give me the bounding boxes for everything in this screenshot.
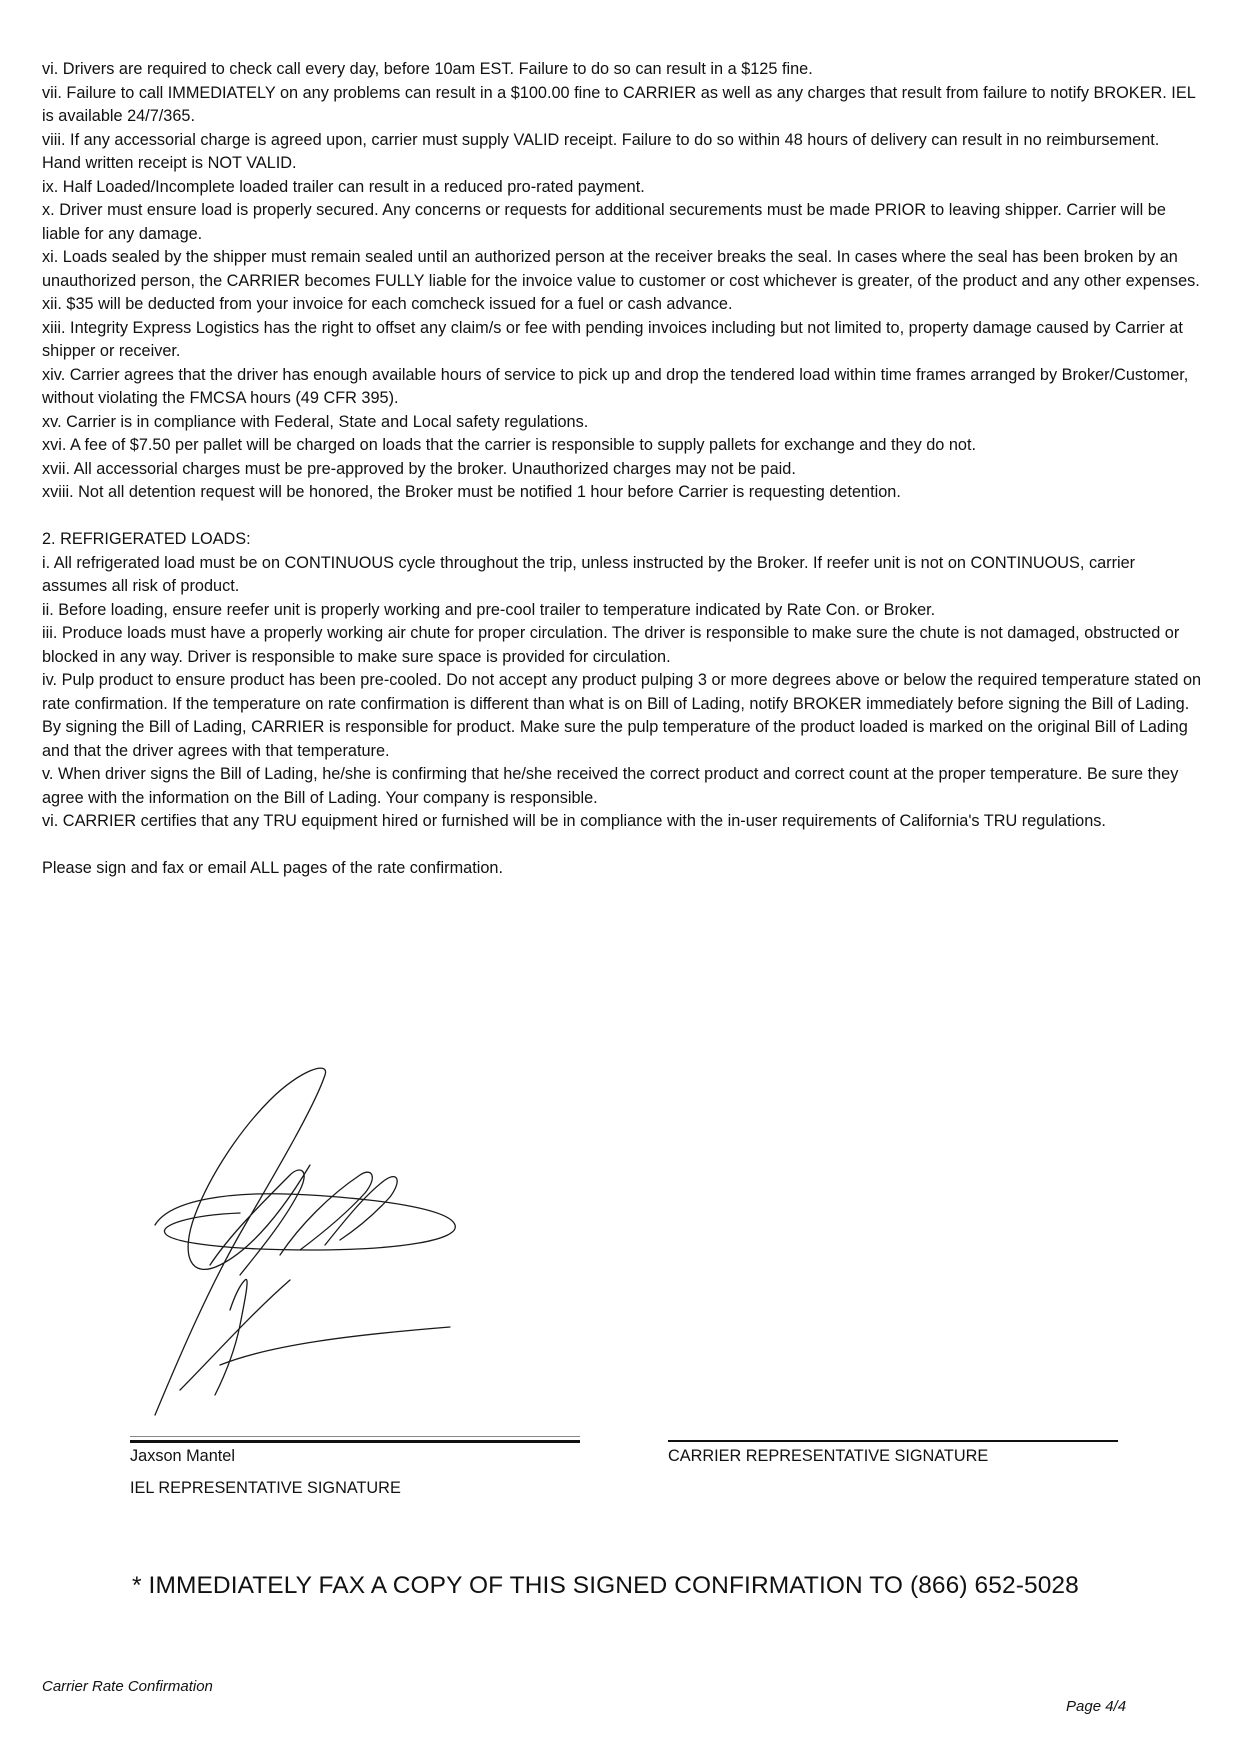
term-item: x. Driver must ensure load is properly secured. Any concerns or requests for additional securements must be made PRIOR to leaving shipper. Carrier will be liable for any damage. (42, 201, 1166, 243)
term-item: xviii. Not all detention request will be honored, the Broker must be notified 1 hour before Carrier is requesting detention. (42, 483, 901, 501)
iel-signature-line-shadow (130, 1436, 580, 1437)
term-item: xiii. Integrity Express Logistics has the right to offset any claim/s or fee with pending invoices including but not limited to, property damage caused by Carrier at shipper or receiver. (42, 318, 1183, 360)
closing-instruction: Please sign and fax or email ALL pages of the rate confirmation. (42, 859, 503, 877)
refrigerated-item: ii. Before loading, ensure reefer unit is properly working and pre-cool trailer to temperature indicated by Rate Con. or Broker. (42, 600, 936, 619)
refrigerated-item: i. All refrigerated load must be on CONTINUOUS cycle throughout the trip, unless instructed by the Broker. If reefer unit is not on CONTINUOUS, carrier assumes all risk of product. (42, 553, 1136, 595)
iel-signature-line (130, 1440, 580, 1443)
term-item: viii. If any accessorial charge is agreed upon, carrier must supply VALID receipt. Failure to do so within 48 hours of delivery can result in no reimbursement. Hand written receipt is NOT VALID. (42, 130, 1160, 172)
refrigerated-item: iii. Produce loads must have a properly working air chute for proper circulation. The driver is responsible to make sure the chute is not damaged, obstructed or blocked in any way. Driver is responsible to make sure space is provided for circulation. (42, 624, 1180, 666)
iel-signature-label: IEL REPRESENTATIVE SIGNATURE (130, 1479, 401, 1497)
footer-page-number: Page 4/4 (1066, 1698, 1127, 1715)
term-item: xvii. All accessorial charges must be pre-approved by the broker. Unauthorized charges may not be paid. (42, 459, 796, 478)
term-item: xv. Carrier is in compliance with Federal, State and Local safety regulations. (42, 412, 589, 431)
refrigerated-item: v. When driver signs the Bill of Lading, he/she is confirming that he/she received the correct product and correct count at the proper temperature. Be sure they agree with the information on the Bill of Lading. Your company is responsible. (42, 765, 1179, 807)
fax-notice: * IMMEDIATELY FAX A COPY OF THIS SIGNED CONFIRMATION TO (866) 652-5028 (132, 1572, 1079, 1599)
footer-doc-title: Carrier Rate Confirmation (42, 1678, 213, 1695)
handwritten-signature (150, 1065, 530, 1435)
term-item: xii. $35 will be deducted from your invoice for each comcheck issued for a fuel or cash advance. (42, 295, 733, 313)
refrigerated-item: iv. Pulp product to ensure product has been pre-cooled. Do not accept any product pulping 3 or more degrees above or below the required temperature stated on rate confirmation. If the temperature on rate confirmation is different than what is on Bill of Lading, notify BROKER immediately before signing the Bill of Lading. By signing the Bill of Lading, CARRIER is responsible for product. Make sure the pulp temperature of the product loaded is marked on the original Bill of Lading and that the driver agrees with that temperature. (42, 671, 1202, 760)
term-item: xvi. A fee of $7.50 per pallet will be charged on loads that the carrier is responsible to supply pallets for exchange and they do not. (42, 436, 977, 454)
iel-signer-name: Jaxson Mantel (130, 1447, 235, 1465)
refrigerated-heading: 2. REFRIGERATED LOADS: (42, 530, 251, 548)
terms-body (42, 58, 1202, 881)
refrigerated-item: vi. CARRIER certifies that any TRU equipment hired or furnished will be in compliance with the in-user requirements of California's TRU regulations. (42, 812, 1106, 830)
carrier-signature-line[interactable] (668, 1440, 1118, 1442)
term-item: xi. Loads sealed by the shipper must remain sealed until an authorized person at the receiver breaks the seal. In cases where the seal has been broken by an unauthorized person, the CARRIER becomes FULLY liable for the invoice value to customer or cost whichever is greater, of the product and any other expenses. (42, 248, 1200, 290)
term-item: vi. Drivers are required to check call every day, before 10am EST. Failure to do so can result in a $125 fine. (42, 60, 813, 78)
term-item: ix. Half Loaded/Incomplete loaded trailer can result in a reduced pro-rated payment. (42, 177, 645, 196)
term-item: xiv. Carrier agrees that the driver has enough available hours of service to pick up and drop the tendered load within time frames arranged by Broker/Customer, without violating the FMCSA hours (49 CFR 395). (42, 365, 1189, 407)
term-item: vii. Failure to call IMMEDIATELY on any problems can result in a $100.00 fine to CARRIER as well as any charges that result from failure to notify BROKER. IEL is available 24/7/365. (42, 83, 1196, 125)
carrier-signature-label: CARRIER REPRESENTATIVE SIGNATURE (668, 1447, 989, 1465)
